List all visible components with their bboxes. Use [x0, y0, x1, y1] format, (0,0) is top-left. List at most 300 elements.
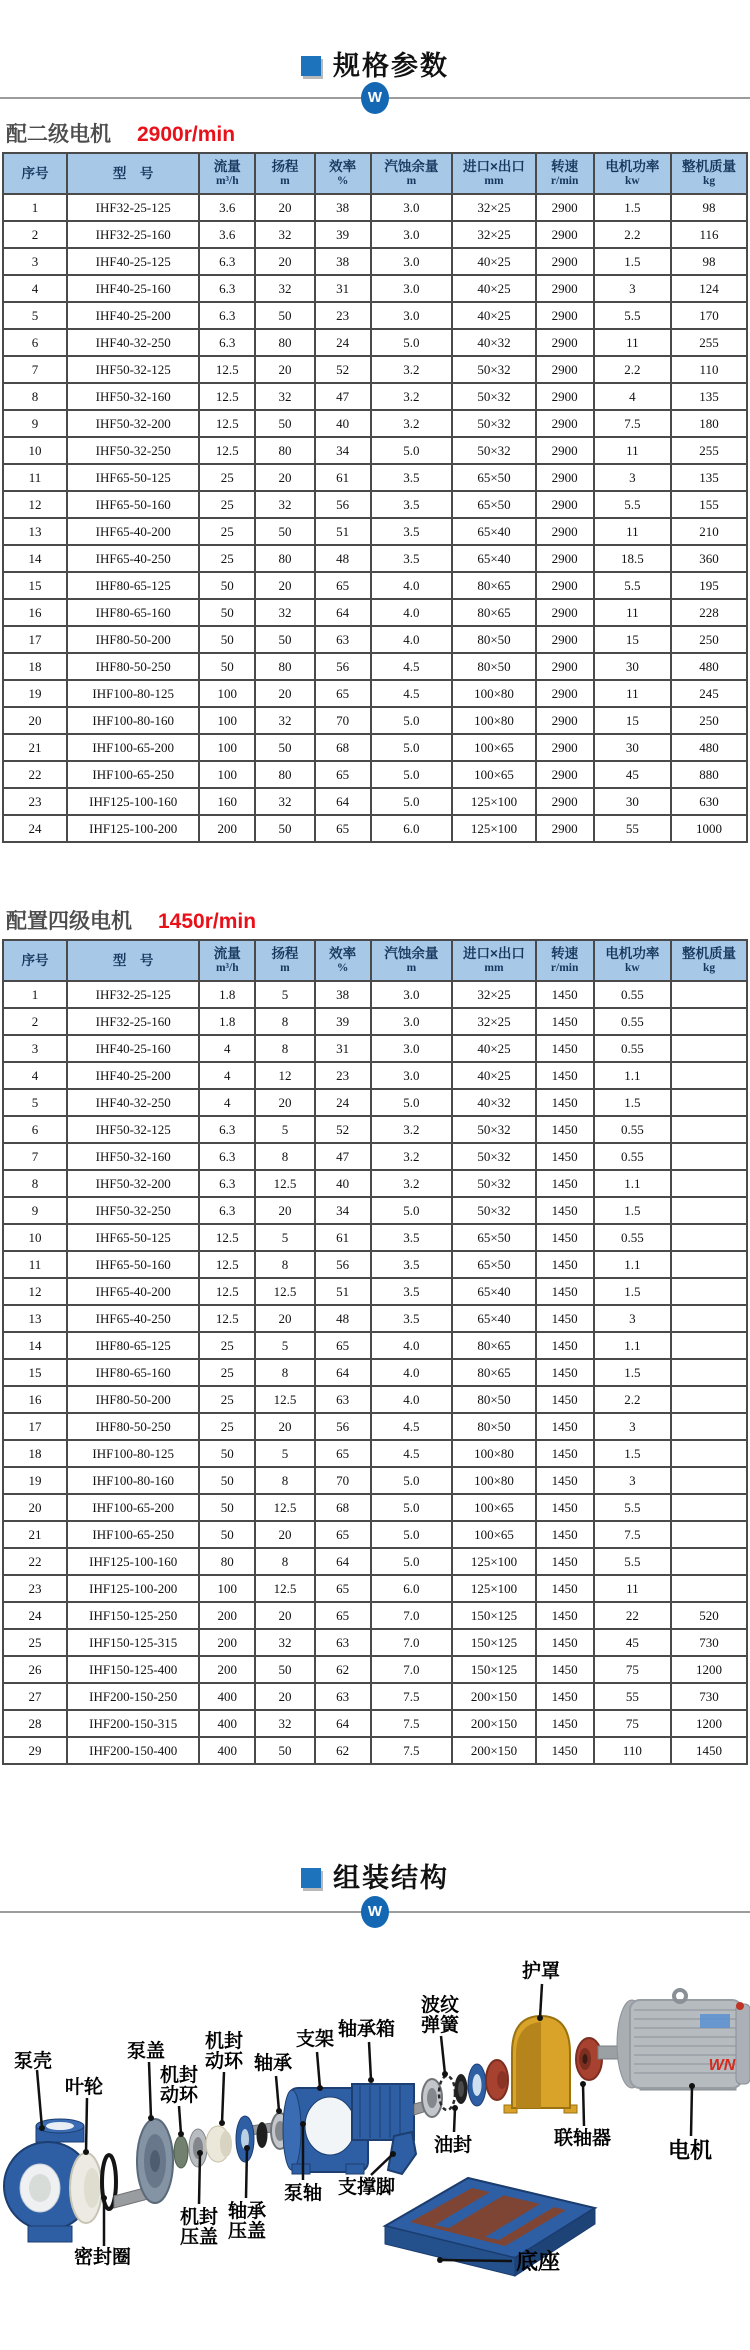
table-cell: IHF100-80-160: [67, 1467, 199, 1494]
table-cell: 1.5: [594, 1197, 671, 1224]
table-cell: 70: [315, 1467, 371, 1494]
table-cell: 48: [315, 545, 371, 572]
part-label-impeller: 叶轮: [65, 2077, 104, 2098]
table-cell: 40: [315, 410, 371, 437]
table-row: [3, 1494, 747, 1521]
table-cell: 7.0: [371, 1656, 453, 1683]
table-cell: [671, 1170, 747, 1197]
table-cell: 0.55: [594, 1035, 671, 1062]
table-cell: 1.1: [594, 1062, 671, 1089]
table-cell: 40×25: [452, 1062, 535, 1089]
section-title-text: 组装结构: [333, 1863, 449, 1893]
table-cell: 3.0: [371, 248, 453, 275]
table-cell: 12: [255, 1062, 315, 1089]
table-cell: 5.0: [371, 1089, 453, 1116]
table-cell: 65: [315, 1332, 371, 1359]
table-cell: 480: [671, 734, 747, 761]
table-cell: 75: [594, 1710, 671, 1737]
table-cell: 3.5: [371, 545, 453, 572]
table-cell: 20: [255, 1089, 315, 1116]
table-cell: 2900: [536, 788, 594, 815]
table-cell: 18: [3, 653, 67, 680]
table-row: [3, 1116, 747, 1143]
table-cell: 1450: [536, 1386, 594, 1413]
table-cell: [671, 1143, 747, 1170]
table-cell: 64: [315, 1548, 371, 1575]
table-cell: 155: [671, 491, 747, 518]
table-cell: 11: [594, 518, 671, 545]
table-cell: 3.0: [371, 302, 453, 329]
section-title-text: 规格参数: [333, 51, 449, 81]
table-cell: 12.5: [199, 1224, 255, 1251]
table-row: [3, 1305, 747, 1332]
table-cell: IHF80-65-125: [67, 572, 199, 599]
table-cell: 20: [255, 1602, 315, 1629]
table-cell: 12.5: [255, 1494, 315, 1521]
coupling-half-part: [486, 2060, 508, 2100]
table-cell: 26: [3, 1656, 67, 1683]
table-cell: 38: [315, 981, 371, 1008]
table-cell: 6.3: [199, 302, 255, 329]
table-cell: 5.0: [371, 329, 453, 356]
table-cell: 3.2: [371, 410, 453, 437]
table-cell: 730: [671, 1683, 747, 1710]
header-row: [3, 153, 747, 194]
table-cell: 1.5: [594, 1089, 671, 1116]
table-cell: 2900: [536, 410, 594, 437]
column-header: 电机功率 kw: [594, 940, 671, 981]
table-cell: 63: [315, 1629, 371, 1656]
table-cell: 5.5: [594, 302, 671, 329]
table-cell: 29: [3, 1737, 67, 1764]
table-cell: 7.5: [594, 410, 671, 437]
table-cell: 65: [315, 1440, 371, 1467]
table-cell: IHF32-25-160: [67, 1008, 199, 1035]
table-cell: 21: [3, 734, 67, 761]
column-header: 序号: [3, 940, 67, 981]
table-cell: 2900: [536, 599, 594, 626]
table-cell: 30: [594, 788, 671, 815]
table-cell: 1450: [536, 981, 594, 1008]
column-header: 扬程 m: [255, 940, 315, 981]
table-row: [3, 1170, 747, 1197]
part-label-motor: 电机: [668, 2138, 713, 2163]
table-cell: 400: [199, 1710, 255, 1737]
table-row: [3, 1359, 747, 1386]
table-cell: 6.3: [199, 275, 255, 302]
table-cell: 22: [594, 1602, 671, 1629]
table-cell: 7: [3, 1143, 67, 1170]
table-row: [3, 1278, 747, 1305]
table-row: [3, 248, 747, 275]
table-cell: 4: [3, 275, 67, 302]
table-cell: 30: [594, 734, 671, 761]
table-cell: 2.2: [594, 221, 671, 248]
table-row: [3, 734, 747, 761]
table-cell: 8: [3, 383, 67, 410]
table-cell: 50×32: [452, 1143, 535, 1170]
guard-part: [504, 2016, 577, 2113]
table-cell: 63: [315, 1683, 371, 1710]
table-cell: 32: [255, 788, 315, 815]
table-cell: 1450: [536, 1548, 594, 1575]
table-cell: IHF40-25-200: [67, 302, 199, 329]
column-header: 效率 %: [315, 153, 371, 194]
column-header: 序号: [3, 153, 67, 194]
table-cell: 52: [315, 1116, 371, 1143]
table-row: [3, 1737, 747, 1764]
table-cell: 110: [671, 356, 747, 383]
table-cell: 100: [199, 734, 255, 761]
table-cell: 50×32: [452, 383, 535, 410]
table-cell: 14: [3, 545, 67, 572]
table-cell: 80: [255, 545, 315, 572]
table-cell: 15: [594, 707, 671, 734]
table-cell: 50: [199, 1440, 255, 1467]
table-cell: 10: [3, 437, 67, 464]
table-cell: 40×32: [452, 1089, 535, 1116]
table-cell: 50: [255, 518, 315, 545]
column-header: 流量 m³/h: [199, 940, 255, 981]
table-cell: 520: [671, 1602, 747, 1629]
motor-logo-text: WN: [708, 2057, 736, 2074]
table-cell: 6.3: [199, 1116, 255, 1143]
table-cell: 13: [3, 1305, 67, 1332]
table-cell: 14: [3, 1332, 67, 1359]
table-cell: 8: [255, 1548, 315, 1575]
table-row: [3, 275, 747, 302]
table-cell: 3.5: [371, 1251, 453, 1278]
table-cell: 80: [255, 653, 315, 680]
table-cell: 6: [3, 1116, 67, 1143]
table-cell: 2900: [536, 518, 594, 545]
table-cell: 5.0: [371, 1467, 453, 1494]
table-cell: 6: [3, 329, 67, 356]
table-cell: 50: [199, 1521, 255, 1548]
table-cell: 1450: [536, 1035, 594, 1062]
column-header: 进口×出口 mm: [452, 940, 535, 981]
table-cell: [671, 1467, 747, 1494]
table-cell: 5: [255, 1440, 315, 1467]
table-cell: 64: [315, 788, 371, 815]
table-row: [3, 1143, 747, 1170]
table-cell: 11: [594, 680, 671, 707]
table1-speed: 2900r/min: [137, 123, 236, 146]
table-cell: 62: [315, 1737, 371, 1764]
table-cell: 4: [199, 1062, 255, 1089]
table-cell: 12.5: [255, 1575, 315, 1602]
table-cell: 2.2: [594, 356, 671, 383]
table-cell: [671, 1494, 747, 1521]
column-header: 扬程 m: [255, 153, 315, 194]
part-label-bearing-box: 轴承箱: [338, 2019, 396, 2040]
table-cell: 24: [315, 1089, 371, 1116]
table-cell: 5.5: [594, 572, 671, 599]
table-cell: 2900: [536, 275, 594, 302]
table-cell: 98: [671, 194, 747, 221]
table-cell: IHF65-50-160: [67, 491, 199, 518]
table-cell: 3.6: [199, 194, 255, 221]
table-cell: [671, 1575, 747, 1602]
table-row: [3, 1575, 747, 1602]
table-cell: IHF80-50-250: [67, 653, 199, 680]
table-cell: IHF100-80-160: [67, 707, 199, 734]
table-cell: 3.0: [371, 1062, 453, 1089]
table-cell: 100×80: [452, 1440, 535, 1467]
table-cell: 2900: [536, 356, 594, 383]
table-cell: 2900: [536, 302, 594, 329]
table-cell: 4.0: [371, 1332, 453, 1359]
table-cell: IHF40-25-160: [67, 1035, 199, 1062]
table-cell: IHF50-32-160: [67, 1143, 199, 1170]
table-cell: 55: [594, 815, 671, 842]
table-cell: 5.5: [594, 1494, 671, 1521]
table-cell: 20: [255, 248, 315, 275]
table-cell: 5.0: [371, 437, 453, 464]
table-cell: 12.5: [199, 1251, 255, 1278]
table-cell: IHF65-50-160: [67, 1251, 199, 1278]
table2-caption: [6, 905, 256, 935]
assembly-diagram: [0, 1958, 750, 2350]
table-row: [3, 329, 747, 356]
table-cell: 50×32: [452, 1197, 535, 1224]
table-cell: 50: [199, 599, 255, 626]
table-cell: 52: [315, 356, 371, 383]
table-cell: IHF100-65-200: [67, 1494, 199, 1521]
table-cell: 1.5: [594, 1359, 671, 1386]
small-black-ring-part: [257, 2122, 268, 2148]
table-cell: 8: [255, 1251, 315, 1278]
table-cell: 1450: [536, 1575, 594, 1602]
w-logo-icon: W: [361, 82, 389, 114]
table-row: [3, 572, 747, 599]
table-cell: 4: [199, 1089, 255, 1116]
table-cell: 150×125: [452, 1629, 535, 1656]
table-cell: 9: [3, 1197, 67, 1224]
table-cell: 32: [255, 707, 315, 734]
table-cell: 1450: [536, 1440, 594, 1467]
table-cell: 20: [255, 572, 315, 599]
table-cell: 39: [315, 221, 371, 248]
table-cell: 48: [315, 1305, 371, 1332]
table-cell: 4.0: [371, 1386, 453, 1413]
table-cell: 3.2: [371, 1116, 453, 1143]
table-cell: 40×25: [452, 248, 535, 275]
table-cell: 0.55: [594, 1008, 671, 1035]
table-cell: 5.0: [371, 734, 453, 761]
table-cell: 12.5: [255, 1278, 315, 1305]
table-cell: 100×80: [452, 707, 535, 734]
table-cell: 8: [255, 1035, 315, 1062]
table-row: [3, 491, 747, 518]
table-row: [3, 302, 747, 329]
table-cell: 20: [255, 464, 315, 491]
table-cell: 16: [3, 599, 67, 626]
table-cell: IHF80-65-125: [67, 1332, 199, 1359]
table-cell: 20: [255, 1197, 315, 1224]
table-row: [3, 464, 747, 491]
table-cell: 1450: [536, 1089, 594, 1116]
table-cell: IHF50-32-250: [67, 437, 199, 464]
table-cell: 8: [255, 1008, 315, 1035]
table-cell: [671, 1008, 747, 1035]
table-row: [3, 788, 747, 815]
table-cell: [671, 1089, 747, 1116]
table-cell: IHF100-80-125: [67, 680, 199, 707]
part-label-pump-casing: 泵壳: [14, 2051, 53, 2072]
table-cell: IHF50-32-125: [67, 356, 199, 383]
table-cell: 15: [3, 1359, 67, 1386]
table-cell: 2900: [536, 545, 594, 572]
table-cell: 80×50: [452, 1413, 535, 1440]
table-cell: 730: [671, 1629, 747, 1656]
table-cell: 5: [3, 302, 67, 329]
table-cell: 1: [3, 194, 67, 221]
table-cell: IHF80-50-200: [67, 1386, 199, 1413]
table-cell: 5.5: [594, 491, 671, 518]
table-cell: 4.5: [371, 1440, 453, 1467]
table-cell: 255: [671, 437, 747, 464]
bearing-gland-part: [468, 2064, 486, 2106]
table-cell: 15: [3, 572, 67, 599]
table-cell: IHF100-65-250: [67, 1521, 199, 1548]
table-cell: 32: [255, 275, 315, 302]
table-cell: 100: [199, 761, 255, 788]
spec-table-2900rpm: [2, 152, 748, 843]
part-label-support-foot: 支撑脚: [338, 2177, 396, 2198]
table-cell: 245: [671, 680, 747, 707]
table-cell: IHF150-125-315: [67, 1629, 199, 1656]
table-cell: IHF200-150-250: [67, 1683, 199, 1710]
table-cell: 15: [594, 626, 671, 653]
column-header: 转速 r/min: [536, 153, 594, 194]
table-row: [3, 1521, 747, 1548]
seal-rotating-ring-part: [206, 2126, 232, 2162]
table-cell: 11: [594, 329, 671, 356]
table-cell: 65: [315, 680, 371, 707]
table-cell: 3.2: [371, 356, 453, 383]
table-cell: 6.3: [199, 1170, 255, 1197]
table-row: [3, 1440, 747, 1467]
table-cell: IHF65-40-250: [67, 545, 199, 572]
table-cell: 630: [671, 788, 747, 815]
table-cell: 75: [594, 1656, 671, 1683]
table-cell: 125×100: [452, 815, 535, 842]
table-cell: 1450: [536, 1656, 594, 1683]
table-cell: 32: [255, 491, 315, 518]
table-cell: 250: [671, 707, 747, 734]
table-cell: 5.0: [371, 761, 453, 788]
table-cell: IHF50-32-125: [67, 1116, 199, 1143]
table-cell: 1450: [536, 1521, 594, 1548]
table-cell: IHF40-25-200: [67, 1062, 199, 1089]
table-row: [3, 545, 747, 572]
column-header: 汽蚀余量 m: [371, 940, 453, 981]
table-cell: 200×150: [452, 1710, 535, 1737]
table-cell: 55: [594, 1683, 671, 1710]
table-cell: IHF40-32-250: [67, 1089, 199, 1116]
table-cell: 0.55: [594, 1143, 671, 1170]
table-cell: 5.0: [371, 788, 453, 815]
table-cell: 7.5: [371, 1710, 453, 1737]
table-cell: 7.5: [371, 1737, 453, 1764]
table-cell: IHF50-32-160: [67, 383, 199, 410]
table-cell: IHF65-40-200: [67, 518, 199, 545]
table-cell: 25: [199, 491, 255, 518]
table-cell: 20: [255, 1521, 315, 1548]
table-cell: 3: [594, 464, 671, 491]
table-cell: 8: [255, 1359, 315, 1386]
table-cell: 1450: [536, 1629, 594, 1656]
table-cell: 228: [671, 599, 747, 626]
table-cell: 100: [199, 1575, 255, 1602]
table-cell: 64: [315, 1710, 371, 1737]
table-cell: 65×50: [452, 464, 535, 491]
table-cell: 5: [255, 1116, 315, 1143]
table-cell: 5.5: [594, 1548, 671, 1575]
table-cell: 32: [255, 221, 315, 248]
table-cell: 1.1: [594, 1251, 671, 1278]
table-cell: 50×32: [452, 437, 535, 464]
table-cell: 12.5: [255, 1170, 315, 1197]
table-cell: IHF40-25-125: [67, 248, 199, 275]
table-cell: 1450: [536, 1467, 594, 1494]
table-cell: 3.5: [371, 491, 453, 518]
table-cell: 400: [199, 1683, 255, 1710]
table-cell: 80×65: [452, 1332, 535, 1359]
table-cell: 100×65: [452, 761, 535, 788]
column-header: 转速 r/min: [536, 940, 594, 981]
divider: [0, 81, 750, 115]
table-cell: 200×150: [452, 1683, 535, 1710]
table-cell: 100: [199, 680, 255, 707]
table-cell: 2.2: [594, 1386, 671, 1413]
table-row: [3, 680, 747, 707]
table-cell: 51: [315, 1278, 371, 1305]
table-cell: 2900: [536, 626, 594, 653]
table-cell: 100×65: [452, 1494, 535, 1521]
table-cell: 6.3: [199, 329, 255, 356]
table-cell: 3: [594, 1305, 671, 1332]
table-cell: 3.5: [371, 464, 453, 491]
table-cell: 1450: [536, 1413, 594, 1440]
table-cell: 5.0: [371, 707, 453, 734]
table-cell: 2900: [536, 464, 594, 491]
table-cell: 116: [671, 221, 747, 248]
table-cell: 6.0: [371, 815, 453, 842]
table2-speed: 1450r/min: [158, 910, 257, 933]
table-row: [3, 1548, 747, 1575]
table-cell: 24: [3, 815, 67, 842]
table-cell: 3: [3, 1035, 67, 1062]
table-cell: 24: [315, 329, 371, 356]
table-cell: 25: [199, 518, 255, 545]
table-cell: 400: [199, 1737, 255, 1764]
table-cell: [671, 1332, 747, 1359]
table-cell: 0.55: [594, 981, 671, 1008]
table-cell: 1450: [536, 1062, 594, 1089]
table-cell: 32: [255, 599, 315, 626]
table-cell: 56: [315, 491, 371, 518]
table-cell: 0.55: [594, 1224, 671, 1251]
table-cell: 1450: [536, 1737, 594, 1764]
table-cell: 1: [3, 981, 67, 1008]
table-cell: 50: [255, 410, 315, 437]
table-cell: 80×65: [452, 572, 535, 599]
table-cell: 25: [199, 464, 255, 491]
table-cell: 1450: [536, 1197, 594, 1224]
table-cell: 2900: [536, 815, 594, 842]
